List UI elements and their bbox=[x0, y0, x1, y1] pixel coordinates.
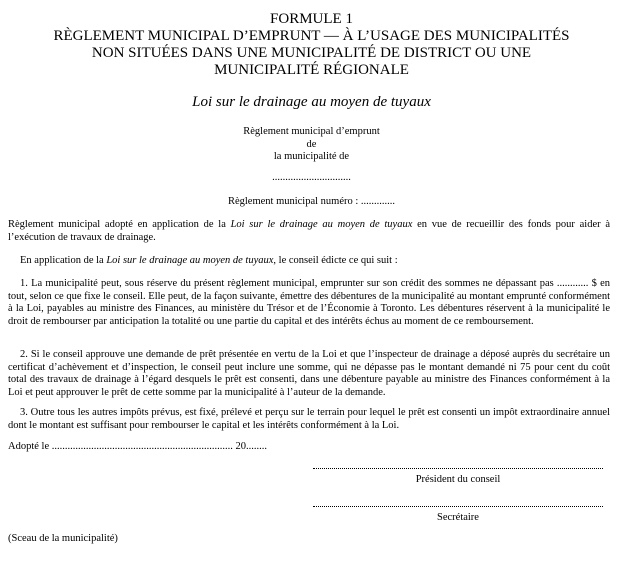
clause-3-text: 3. Outre tous les autres impôts prévus, est fixé, prélevé et perçu sur le terrain pour lequel le prêt est consenti un impôt extraordinaire annuel dont le montant est suffisant pour rembourser le capital et les intérêts conformément à la Loi. bbox=[8, 407, 610, 431]
form-title-line-1: RÈGLEMENT MUNICIPAL D’EMPRUNT — À L’USAGE DES MUNICIPALITÉS bbox=[53, 28, 570, 44]
enacting-text-2: , le conseil édicte ce qui suit : bbox=[273, 255, 398, 266]
clause-2 bbox=[8, 349, 610, 399]
president-signature-line bbox=[313, 468, 603, 469]
act-title: Loi sur le drainage au moyen de tuyaux bbox=[192, 94, 431, 110]
form-title-line-3: MUNICIPALITÉ RÉGIONALE bbox=[214, 62, 409, 78]
preamble-paragraph bbox=[8, 219, 610, 244]
clause-3 bbox=[8, 407, 610, 432]
secretary-signature-line bbox=[313, 506, 603, 507]
municipality-name-blank: .............................. bbox=[272, 172, 351, 183]
form-title-line-2: NON SITUÉES DANS UNE MUNICIPALITÉ DE DISTRICT OU UNE bbox=[91, 45, 532, 61]
enacting-paragraph bbox=[8, 255, 610, 268]
municipal-seal-placeholder: (Sceau de la municipalité) bbox=[8, 533, 118, 544]
preamble-text-2: en vue de recueillir des fonds pour aider à l’exécution de travaux de drainage. bbox=[8, 219, 610, 243]
clause-2-text: 2. Si le conseil approuve une demande de prêt présentée en vertu de la Loi et que l’inspecteur de drainage a déposé auprès du secrétaire un certificat d’achèvement et d’inspection, le conseil peut inclure une somme, qui ne dépasse pas le montant demandé ni 75 pour cent du coût total des travaux de drainage à l’égard desquels le prêt est consenti, dans une débenture payable au ministre des Finances conformément à la Loi et peut approuver le prêt de cette somme par la municipalité à l’auteur de la demande. bbox=[8, 349, 610, 398]
bylaw-heading-line-3: la municipalité de bbox=[273, 151, 350, 162]
clause-1-text: 1. La municipalité peut, sous réserve du présent règlement municipal, emprunter sur son crédit des sommes ne dépassant pas ............ $ en tout, selon ce que fixe le conseil. Elle peut, de la façon suivante, émettre des débentures de la municipalité au montant emprunté conformément à la Loi, payables au ministre des Finances, au ministère du Trésor et de l’Économie à Toronto. Les débentures réservent à la municipalité le droit de rembourser par anticipation la totalité ou une partie du capital et des intérêts échus au moment de ce remboursement. bbox=[8, 278, 610, 327]
secretary-label: Secrétaire bbox=[437, 512, 479, 523]
bylaw-heading-line-1: Règlement municipal d’emprunt bbox=[243, 126, 380, 137]
bylaw-heading-line-2: de bbox=[306, 139, 317, 150]
president-label: Président du conseil bbox=[415, 474, 501, 485]
enacting-act-name: Loi sur le drainage au moyen de tuyaux bbox=[106, 255, 274, 266]
preamble-text-1: Règlement municipal adopté en application de la bbox=[8, 219, 231, 230]
enacting-text-1: En application de la bbox=[20, 255, 107, 266]
bylaw-number-field: Règlement municipal numéro : ............. bbox=[227, 196, 396, 207]
preamble-act-name: Loi sur le drainage au moyen de tuyaux bbox=[230, 219, 413, 230]
adoption-date-field: Adopté le ..................................................................... 20........ bbox=[8, 441, 267, 452]
clause-1 bbox=[8, 278, 610, 328]
form-number: FORMULE 1 bbox=[270, 11, 353, 27]
